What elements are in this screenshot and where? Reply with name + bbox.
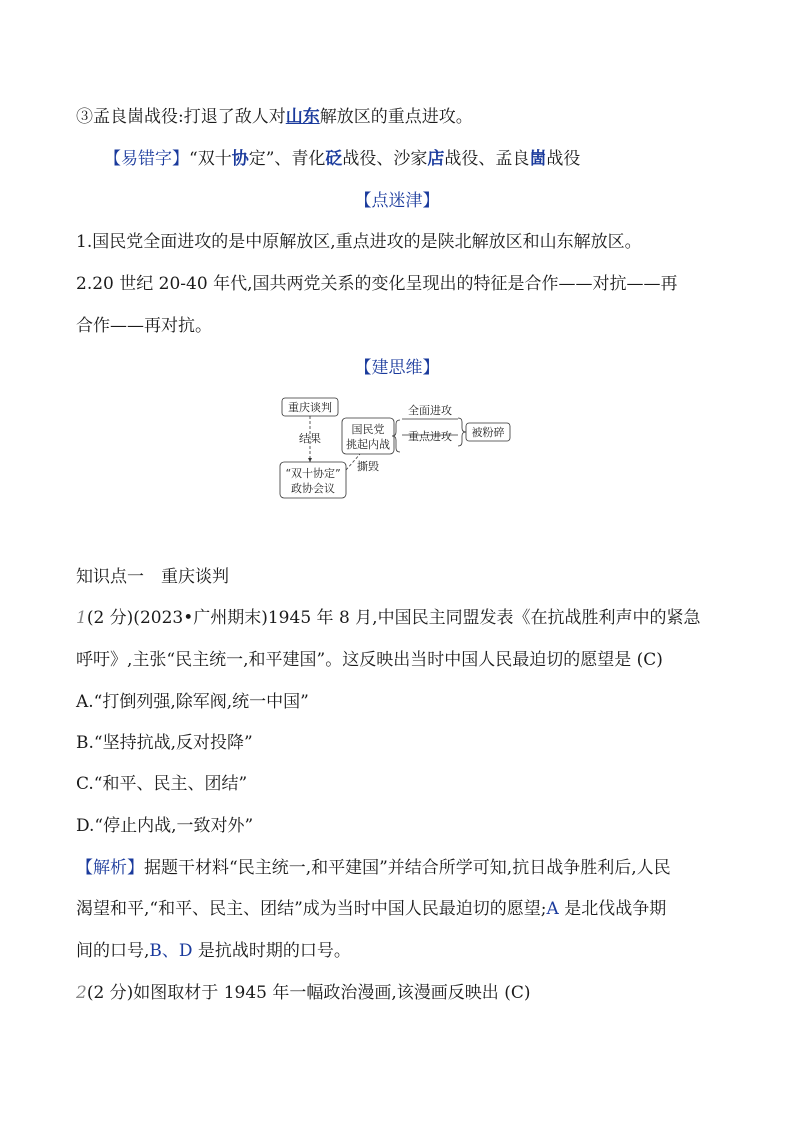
typo-text: 定”、青化 bbox=[248, 149, 326, 169]
q1-option-c: C.“和平、民主、团结” bbox=[76, 774, 248, 794]
label-gmd-1: 国民党 bbox=[351, 423, 385, 436]
q1-stem-2: 呼吁》,主张“民主统一,和平建国”。这反映出当时中国人民最迫切的愿望是 (C) bbox=[76, 650, 663, 670]
q1-analysis-2 bbox=[76, 897, 666, 921]
analysis-text-2: 渴望和平,“和平、民主、团结”成为当时中国人民最迫切的愿望; bbox=[76, 899, 547, 919]
q2-line bbox=[76, 981, 530, 1005]
q2-stem: (2 分)如图取材于 1945 年一幅政治漫画,该漫画反映出 (C) bbox=[86, 983, 531, 1003]
analysis-text-1: 据题干材料“民主统一,和平建国”并结合所学可知,抗日战争胜利后,人民 bbox=[144, 858, 671, 878]
label-beifensui: 被粉碎 bbox=[471, 426, 505, 439]
q1-analysis-3 bbox=[76, 939, 351, 963]
analysis-letters-bd: B、D bbox=[149, 941, 193, 961]
label-sihui: 撕毁 bbox=[357, 460, 379, 473]
jiansiwei-heading: 【建思维】 bbox=[354, 358, 440, 378]
arrowhead bbox=[308, 458, 312, 462]
q1-line-1 bbox=[76, 606, 701, 630]
typo-line bbox=[104, 147, 580, 171]
dianmijin-heading: 【点迷津】 bbox=[354, 191, 440, 211]
label-shuangshi-2: 政协会议 bbox=[291, 482, 335, 495]
typo-text: 战役、沙家 bbox=[342, 149, 428, 169]
dianmijin-point-2b: 合作——再对抗。 bbox=[76, 316, 212, 336]
label-gmd-2: 挑起内战 bbox=[346, 438, 390, 451]
dianmijin-point-1: 1.国民党全面进攻的是中原解放区,重点进攻的是陕北解放区和山东解放区。 bbox=[76, 232, 642, 252]
analysis-letter-a: A bbox=[546, 899, 559, 919]
highlight-shandong: 山东 bbox=[285, 107, 320, 127]
q1-option-d: D.“停止内战,一致对外” bbox=[76, 816, 254, 836]
typo-char: 崮 bbox=[529, 149, 547, 169]
label-jieguo: 结果 bbox=[299, 432, 321, 445]
typo-text: 战役 bbox=[546, 149, 581, 169]
label-quanmian: 全面进攻 bbox=[408, 404, 452, 417]
knowledge-point-title: 知识点一 重庆谈判 bbox=[76, 567, 229, 587]
label-chongqing: 重庆谈判 bbox=[288, 401, 332, 414]
battle3-line bbox=[76, 105, 473, 129]
battle3-suffix: 解放区的重点进攻。 bbox=[319, 107, 473, 127]
analysis-text-2c: 是北伐战争期 bbox=[558, 899, 667, 919]
q1-number: 1 bbox=[76, 608, 87, 628]
typo-text: “双十 bbox=[189, 149, 232, 169]
mind-map-diagram bbox=[272, 390, 522, 505]
q1-option-b: B.“坚持抗战,反对投降” bbox=[76, 733, 253, 753]
brace-left bbox=[392, 420, 400, 452]
analysis-text-3c: 是抗战时期的口号。 bbox=[192, 941, 351, 961]
analysis-text-3: 间的口号, bbox=[76, 941, 150, 961]
q1-stem-1: (2 分)(2023•广州期末)1945 年 8 月,中国民主同盟发表《在抗战胜利声中的紧急 bbox=[86, 608, 701, 628]
battle3-prefix: ③孟良崮战役:打退了敌人对 bbox=[76, 107, 286, 127]
label-shuangshi-1: “双十协定” bbox=[285, 467, 341, 480]
brace-right bbox=[458, 418, 466, 446]
analysis-tag: 【解析】 bbox=[76, 858, 144, 878]
typo-text: 战役、孟良 bbox=[444, 149, 530, 169]
q1-option-a: A.“打倒列强,除军阀,统一中国” bbox=[76, 692, 309, 712]
q2-number: 2 bbox=[76, 983, 87, 1003]
typo-char: 协 bbox=[231, 149, 249, 169]
label-zhongdian: 重点进攻 bbox=[408, 430, 452, 443]
q1-analysis-1 bbox=[76, 856, 671, 880]
typo-tag: 【易错字】 bbox=[104, 149, 189, 169]
typo-char: 店 bbox=[427, 149, 445, 169]
typo-char: 砭 bbox=[325, 149, 343, 169]
dianmijin-point-2a: 2.20 世纪 20-40 年代,国共两党关系的变化呈现出的特征是合作——对抗——再 bbox=[76, 274, 678, 294]
